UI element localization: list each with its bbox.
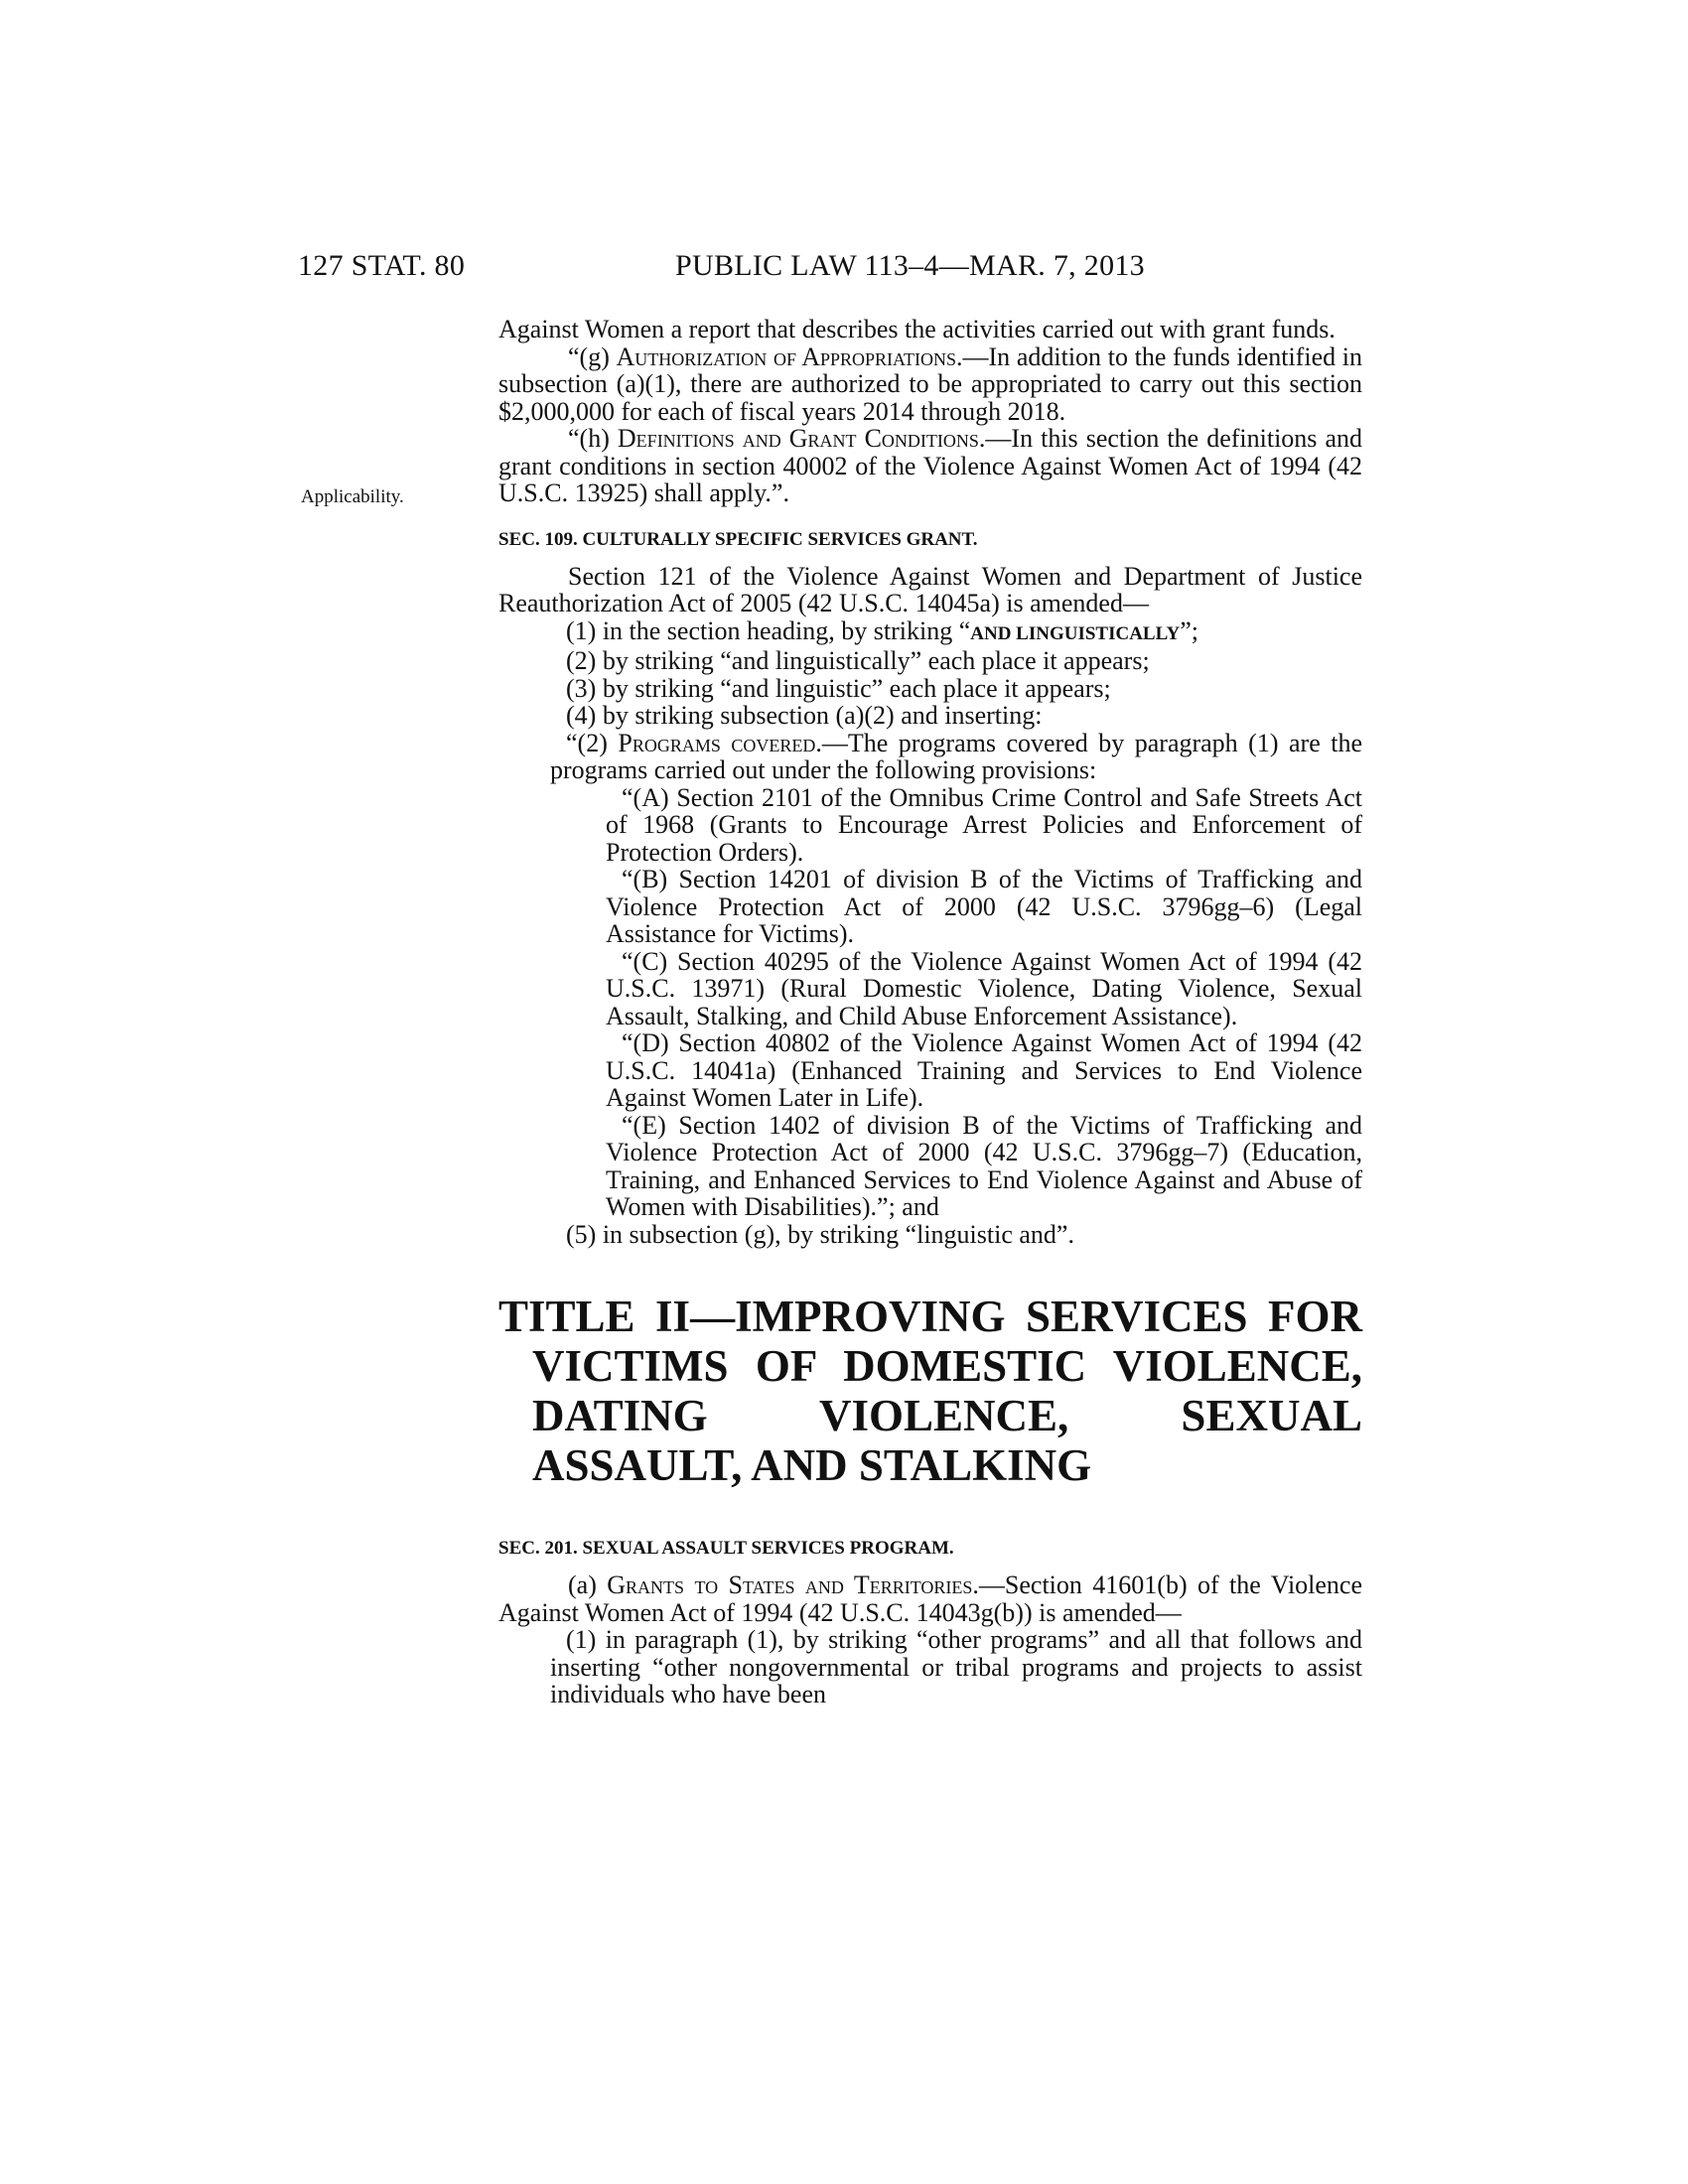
list-item: “(C) Section 40295 of the Violence Against Women Act of 1994 (42 U.S.C. 13971) (Rural Domestic Violence, Dating Violence, Sexual Assault, Stalking, and Child Abuse Enforcement Assistance).: [606, 946, 1362, 1030]
list-item: (3) by striking “and linguistic” each place it appears;: [566, 673, 1111, 703]
page-body: [498, 316, 1362, 1708]
subsection-heading: Grants to States and Territories: [607, 1570, 973, 1599]
list-item: (1) in paragraph (1), by striking “other programs” and all that follows and inserting “other nongovernmental or tribal programs and projects to assist individuals who have been: [550, 1625, 1362, 1708]
section-heading: SEC. 201. SEXUAL ASSAULT SERVICES PROGRAM.: [498, 1538, 954, 1559]
list-item: (5) in subsection (g), by striking “linguistic and”.: [566, 1219, 1074, 1249]
paragraph: Against Women a report that describes the activities carried out with grant funds.: [498, 315, 1336, 343]
paragraph: Section 121 of the Violence Against Women and Department of Justice Reauthorization Act of 2005 (42 U.S.C. 14045a) is amended—: [498, 561, 1362, 617]
subsection-heading: Definitions and Grant Conditions: [617, 424, 979, 453]
margin-note: Applicability.: [301, 486, 404, 507]
subsection-h: “(h) Definitions and Grant Conditions.—In this section the definitions and grant conditions in section 40002 of the Violence Against Women Act of 1994 (42 U.S.C. 13925) shall apply.”.: [498, 424, 1362, 507]
list-item: “(A) Section 2101 of the Omnibus Crime Control and Safe Streets Act of 1968 (Grants to Encourage Arrest Policies and Enforcement of Protection Orders).: [606, 782, 1362, 867]
list-item: (4) by striking subsection (a)(2) and inserting:: [566, 701, 1043, 730]
subsection-a: (a) Grants to States and Territories.—Section 41601(b) of the Violence Against Women Act of 1994 (42 U.S.C. 14043g(b)) is amended—: [498, 1570, 1363, 1627]
subsection-heading: Programs covered: [618, 728, 816, 757]
list-item: “(D) Section 40802 of the Violence Against Women Act of 1994 (42 U.S.C. 14041a) (Enhanced Training and Services to End Violence Against Women Later in Life).: [606, 1028, 1362, 1112]
title-heading: TITLE II—IMPROVING SERVICES FOR VICTIMS OF DOMESTIC VIOLENCE, DATING VIOLENCE, SEXUAL ASSAULT, AND STALKING: [498, 1292, 1362, 1490]
list-item: “(E) Section 1402 of division B of the Victims of Trafficking and Violence Protection Act of 2000 (42 U.S.C. 3796gg–7) (Education, Training, and Enhanced Services to End Violence Against and Abuse of Women with Disabilities).”; and: [606, 1110, 1362, 1221]
subsection-g: “(g) Authorization of Appropriations.—In addition to the funds identified in subsection (a)(1), there are authorized to be appropriated to carry out this section $2,000,000 for each of fiscal years 2014 through 2018.: [498, 341, 1362, 426]
list-item: “(B) Section 14201 of division B of the Victims of Trafficking and Violence Protection Act of 2000 (42 U.S.C. 3796gg–6) (Legal Assistance for Victims).: [606, 865, 1362, 948]
subsection-heading: Authorization of Appropriations: [616, 341, 957, 371]
list-item: “(2) Programs covered.—The programs covered by paragraph (1) are the programs carried out under the following provisions:: [550, 728, 1362, 784]
running-header: PUBLIC LAW 113–4—MAR. 7, 2013: [675, 249, 1145, 282]
page-stat-number: 127 STAT. 80: [298, 249, 466, 282]
section-heading: SEC. 109. CULTURALLY SPECIFIC SERVICES GRANT.: [498, 528, 978, 550]
list-item: (2) by striking “and linguistically” each place it appears;: [566, 646, 1150, 675]
list-item: (1) in the section heading, by striking “AND LINGUISTICALLY”;: [566, 615, 1199, 645]
